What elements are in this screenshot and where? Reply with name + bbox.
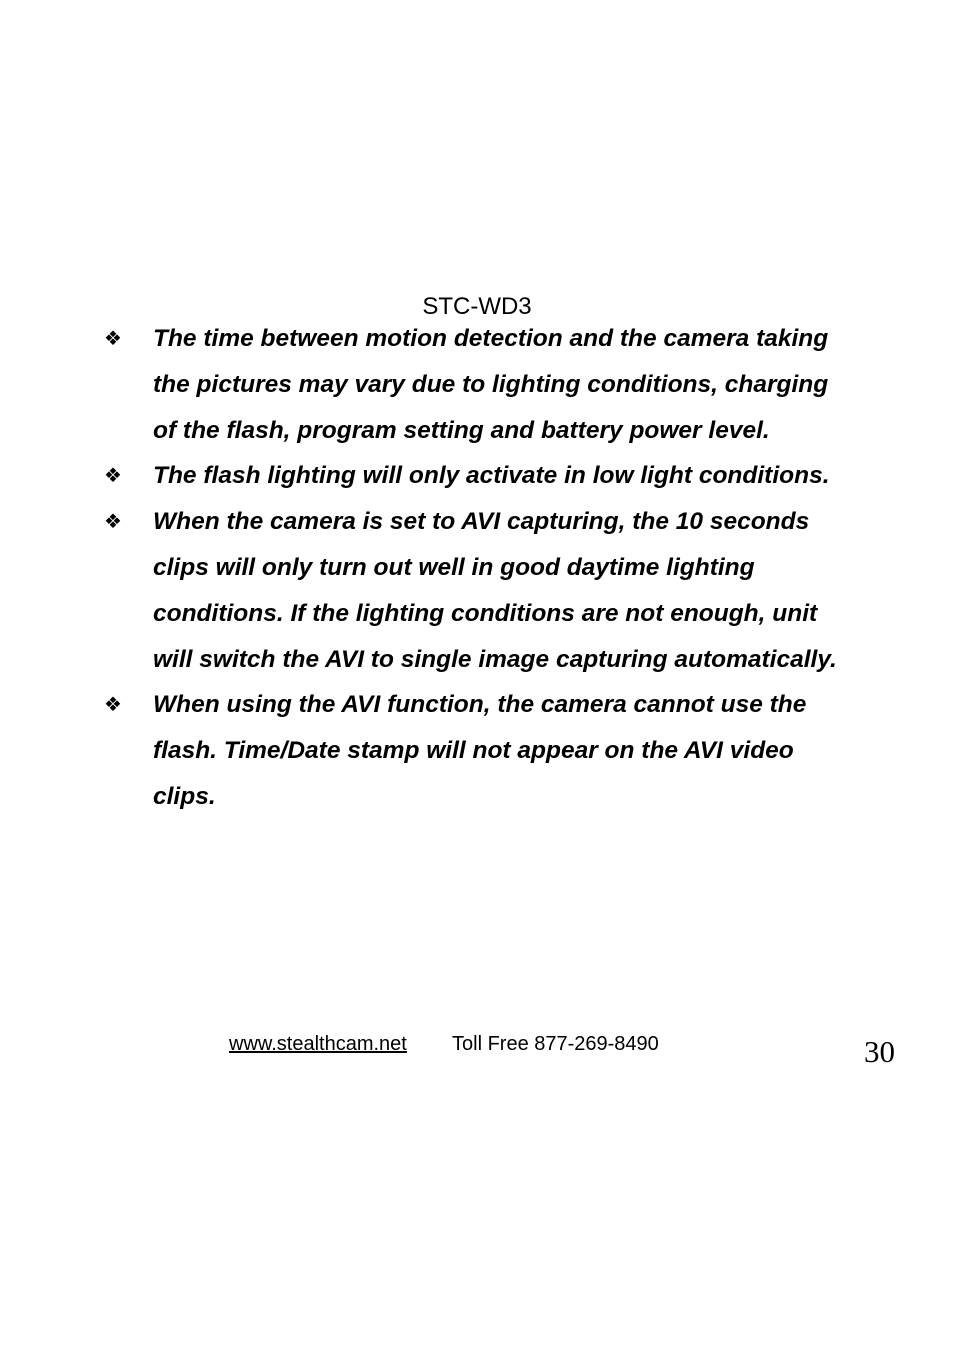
note-line: of the flash, program setting and battery power level.	[153, 416, 770, 444]
diamond-bullet-icon: ❖	[104, 509, 122, 534]
note-item	[0, 316, 954, 453]
note-line: The flash lighting will only activate in low light conditions.	[153, 462, 830, 490]
diamond-bullet-icon: ❖	[104, 463, 122, 488]
diamond-bullet-icon: ❖	[104, 326, 122, 350]
note-line: The time between motion detection and the camera taking	[153, 325, 829, 352]
note-line: clips will only turn out well in good daytime lighting	[153, 553, 755, 581]
note-line: will switch the AVI to single image capturing automatically.	[153, 645, 837, 673]
note-line: flash. Time/Date stamp will not appear on the AVI video	[153, 737, 794, 765]
note-line: When using the AVI function, the camera cannot use the	[153, 691, 807, 719]
note-line: the pictures may vary due to lighting conditions, charging	[153, 370, 829, 398]
notes-list	[0, 316, 954, 820]
website-link[interactable]: www.stealthcam.net	[229, 1033, 407, 1055]
diamond-bullet-icon: ❖	[104, 692, 122, 717]
note-line: When the camera is set to AVI capturing, the 10 seconds	[153, 508, 810, 536]
page-footer	[0, 1030, 954, 1070]
note-item	[0, 682, 954, 819]
toll-free-phone: Toll Free 877-269-8490	[452, 1033, 659, 1055]
model-header: STC-WD3	[422, 293, 532, 320]
note-line: clips.	[153, 782, 216, 810]
page-number: 30	[864, 1034, 895, 1069]
note-item	[0, 453, 954, 499]
note-line: conditions. If the lighting conditions are not enough, unit	[153, 599, 818, 627]
note-item	[0, 499, 954, 682]
